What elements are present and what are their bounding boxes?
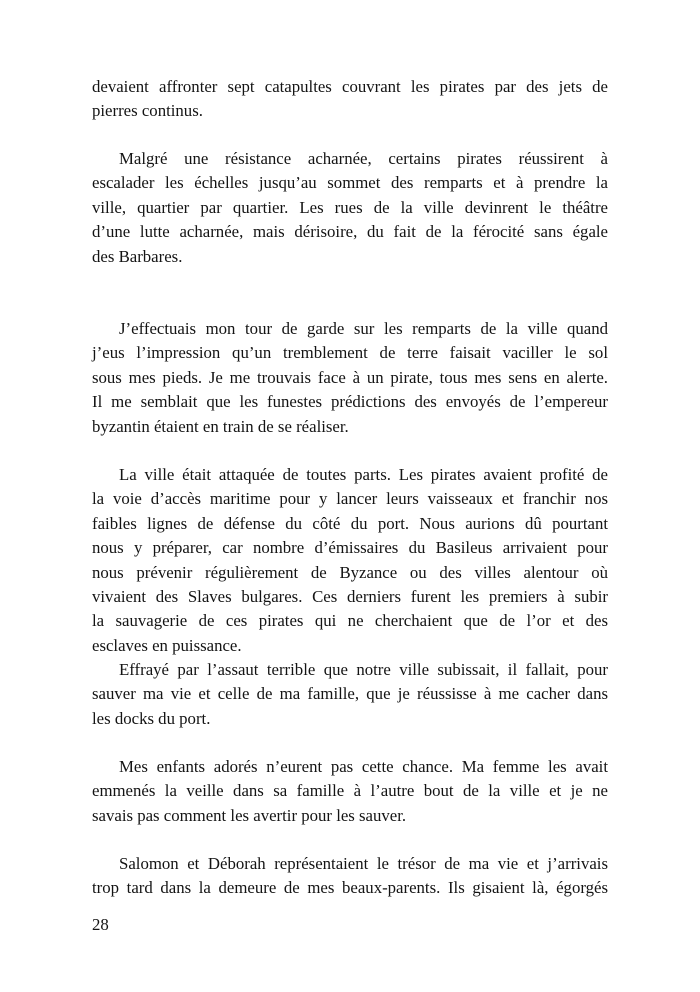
paragraph: [92, 755, 608, 828]
text-line: pierres continus.: [92, 101, 203, 121]
text-line: devaient affronter sept catapultes couvrant les pirates par des jets de: [92, 77, 608, 96]
text-line: les docks du port.: [92, 708, 211, 728]
paragraph: [92, 658, 608, 731]
text-line: nous prévenir régulièrement de Byzance ou des villes alentour où: [92, 562, 608, 582]
text-line: d’une lutte acharnée, mais dérisoire, du fait de la férocité sans égale: [92, 222, 608, 242]
text-line: emmenés la veille dans sa famille à l’autre bout de la ville et je ne: [92, 781, 608, 801]
text-line: byzantin étaient en train de se réaliser.: [92, 416, 349, 436]
text-line: Effrayé par l’assaut terrible que notre ville subissait, il fallait, pour: [119, 660, 608, 679]
text-line: savais pas comment les avertir pour les sauver.: [92, 805, 407, 825]
paragraph: [92, 852, 608, 901]
text-line: La ville était attaquée de toutes parts. Les pirates avaient profité de: [119, 465, 608, 484]
text-line: Mes enfants adorés n’eurent pas cette chance. Ma femme les avait: [119, 757, 608, 776]
text-line: esclaves en puissance.: [92, 635, 242, 655]
text-line: faibles lignes de défense du côté du port. Nous aurions dû pourtant: [92, 513, 608, 533]
text-line: J’effectuais mon tour de garde sur les remparts de la ville quand: [119, 319, 608, 338]
paragraph: [92, 75, 608, 124]
text-line: escalader les échelles jusqu’au sommet des remparts et à prendre la: [92, 173, 608, 193]
text-line: vivaient des Slaves bulgares. Ces derniers furent les premiers à subir: [92, 586, 608, 606]
text-line: la sauvagerie de ces pirates qui ne cherchaient que de l’or et des: [92, 611, 608, 631]
text-line: Malgré une résistance acharnée, certains pirates réussirent à: [119, 149, 608, 168]
text-line: Il me semblait que les funestes prédictions des envoyés de l’empereur: [92, 392, 608, 412]
text-line: sauver ma vie et celle de ma famille, que je réussisse à me cacher dans: [92, 684, 608, 704]
text-line: des Barbares.: [92, 246, 183, 266]
paragraph: [92, 317, 608, 439]
page-number: 28: [92, 915, 109, 934]
paragraph: [92, 147, 608, 269]
text-line: la voie d’accès maritime pour y lancer leurs vaisseaux et franchir nos: [92, 489, 608, 509]
text-line: Salomon et Déborah représentaient le trésor de ma vie et j’arrivais: [119, 854, 608, 873]
text-line: nous y préparer, car nombre d’émissaires du Basileus arrivaient pour: [92, 538, 608, 558]
text-line: trop tard dans la demeure de mes beaux-parents. Ils gisaient là, égorgés: [92, 878, 608, 898]
text-line: sous mes pieds. Je me trouvais face à un pirate, tous mes sens en alerte.: [92, 367, 608, 387]
text-line: j’eus l’impression qu’un tremblement de terre faisait vaciller le sol: [92, 343, 608, 363]
text-line: ville, quartier par quartier. Les rues de la ville devinrent le théâtre: [92, 197, 608, 217]
paragraph: [92, 463, 608, 658]
